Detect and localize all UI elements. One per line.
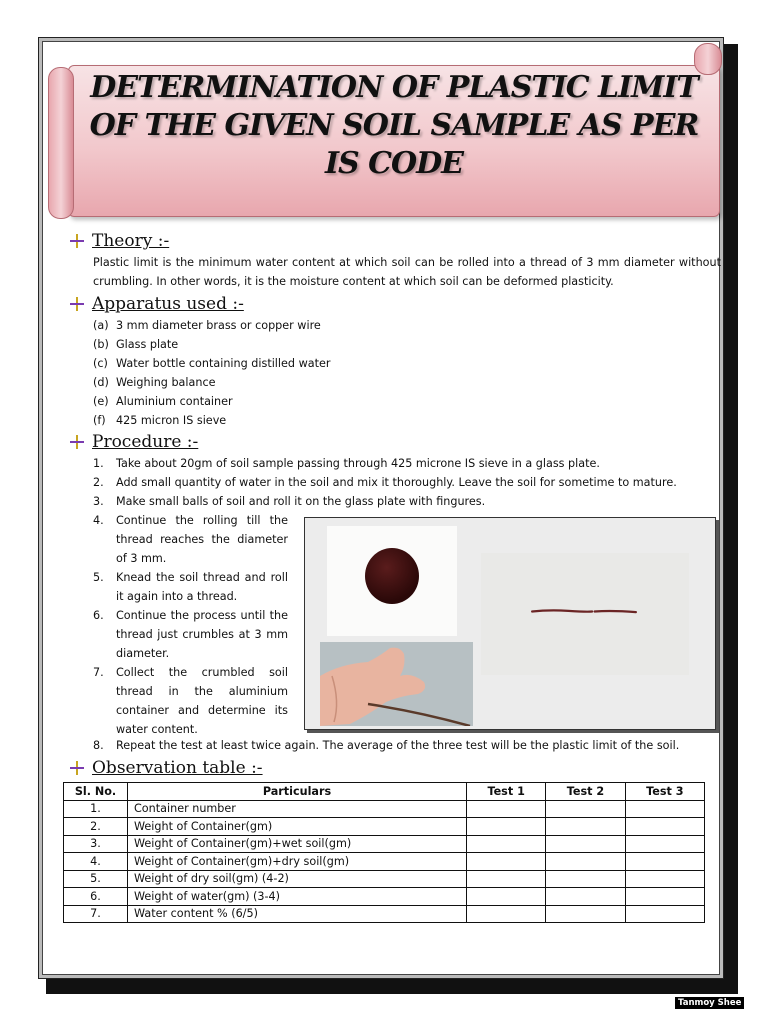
item-label: (a): [93, 319, 109, 332]
author-tag: Tanmoy Shee: [675, 997, 744, 1009]
item-text: Aluminium container: [116, 395, 233, 408]
column-header: Test 3: [625, 783, 704, 801]
item-label: (b): [93, 338, 109, 351]
title-banner: [48, 43, 722, 223]
table-row: [64, 905, 705, 923]
item-label: (d): [93, 376, 109, 389]
procedure-photos: [304, 517, 716, 730]
column-header: Particulars: [128, 783, 467, 801]
row-number: 1.: [64, 800, 128, 818]
row-number: 3.: [64, 835, 128, 853]
test-cell: [546, 835, 625, 853]
procedure-steps-middle: [93, 511, 288, 739]
step-number: 6.: [93, 609, 104, 622]
row-number: 6.: [64, 888, 128, 906]
item-label: (e): [93, 395, 109, 408]
soil-thread: [499, 609, 669, 614]
soil-ball: [365, 548, 419, 604]
star-bullet-icon: [70, 435, 84, 449]
item-text: Glass plate: [116, 338, 179, 351]
test-cell: [467, 870, 546, 888]
table-row: [64, 818, 705, 836]
test-cell: [625, 818, 704, 836]
step-text: Knead the soil thread and roll it again into a thread.: [116, 571, 288, 603]
procedure-step: [93, 492, 721, 511]
hand-rolling-photo: [320, 642, 473, 726]
item-label: (c): [93, 357, 108, 370]
apparatus-section-heading: [70, 294, 244, 314]
observation-table: [63, 782, 705, 923]
procedure-step: [93, 663, 288, 739]
star-bullet-icon: [70, 234, 84, 248]
test-cell: [467, 835, 546, 853]
test-cell: [467, 818, 546, 836]
row-particular: Weight of Container(gm): [128, 818, 467, 836]
column-header: Test 1: [467, 783, 546, 801]
test-cell: [546, 818, 625, 836]
observation-section-heading: [70, 758, 263, 778]
row-number: 5.: [64, 870, 128, 888]
apparatus-list: [93, 316, 330, 430]
step-text: Take about 20gm of soil sample passing through 425 microne IS sieve in a glass plate.: [116, 457, 600, 470]
table-header-row: [64, 783, 705, 801]
table-row: [64, 888, 705, 906]
hand-image: [320, 642, 473, 726]
star-bullet-icon: [70, 297, 84, 311]
list-item: [93, 354, 330, 373]
scroll-curl-left: [48, 67, 74, 219]
list-item: [93, 335, 330, 354]
step-text: Continue the rolling till the thread reaches the diameter of 3 mm.: [116, 514, 288, 565]
table-row: [64, 800, 705, 818]
row-particular: Weight of water(gm) (3-4): [128, 888, 467, 906]
procedure-steps-bottom: [93, 736, 721, 755]
procedure-step: [93, 736, 721, 755]
step-number: 7.: [93, 666, 104, 679]
test-cell: [625, 905, 704, 923]
list-item: [93, 411, 330, 430]
test-cell: [546, 905, 625, 923]
soil-ball-photo: [327, 526, 457, 636]
row-number: 2.: [64, 818, 128, 836]
row-particular: Weight of dry soil(gm) (4-2): [128, 870, 467, 888]
table-row: [64, 853, 705, 871]
item-text: 425 micron IS sieve: [116, 414, 227, 427]
step-text: Make small balls of soil and roll it on the glass plate with fingures.: [116, 495, 486, 508]
test-cell: [625, 800, 704, 818]
procedure-step: [93, 606, 288, 663]
test-cell: [467, 800, 546, 818]
apparatus-heading: Apparatus used :-: [92, 294, 244, 314]
test-cell: [625, 870, 704, 888]
column-header: Test 2: [546, 783, 625, 801]
step-text: Repeat the test at least twice again. The average of the three test will be the plastic limit of the soil.: [116, 739, 680, 752]
table-row: [64, 835, 705, 853]
test-cell: [546, 853, 625, 871]
procedure-step: [93, 511, 288, 568]
row-particular: Weight of Container(gm)+dry soil(gm): [128, 853, 467, 871]
test-cell: [467, 888, 546, 906]
theory-heading: Theory :-: [92, 231, 170, 251]
procedure-heading: Procedure :-: [92, 432, 199, 452]
soil-thread-photo: [481, 553, 689, 675]
list-item: [93, 392, 330, 411]
test-cell: [546, 870, 625, 888]
row-particular: Weight of Container(gm)+wet soil(gm): [128, 835, 467, 853]
step-number: 3.: [93, 495, 104, 508]
step-text: Continue the process until the thread just crumbles at 3 mm diameter.: [116, 609, 288, 660]
step-text: Add small quantity of water in the soil and mix it thoroughly. Leave the soil for sometime to mature.: [116, 476, 677, 489]
star-bullet-icon: [70, 761, 84, 775]
item-label: (f): [93, 414, 106, 427]
procedure-step: [93, 473, 721, 492]
procedure-section-heading: [70, 432, 198, 452]
step-number: 2.: [93, 476, 104, 489]
procedure-step: [93, 568, 288, 606]
test-cell: [467, 905, 546, 923]
procedure-step: [93, 454, 721, 473]
table-row: [64, 870, 705, 888]
page-title: DETERMINATION OF PLASTIC LIMIT OF THE GIVEN SOIL SAMPLE AS PER IS CODE: [89, 70, 699, 181]
procedure-steps-top: [93, 454, 721, 511]
row-number: 7.: [64, 905, 128, 923]
item-text: Water bottle containing distilled water: [116, 357, 331, 370]
test-cell: [625, 888, 704, 906]
list-item: [93, 316, 330, 335]
step-number: 1.: [93, 457, 104, 470]
test-cell: [467, 853, 546, 871]
row-particular: Water content % (6/5): [128, 905, 467, 923]
list-item: [93, 373, 330, 392]
observation-heading: Observation table :-: [92, 758, 263, 778]
test-cell: [546, 800, 625, 818]
step-number: 4.: [93, 514, 104, 527]
test-cell: [625, 835, 704, 853]
test-cell: [625, 853, 704, 871]
item-text: Weighing balance: [116, 376, 216, 389]
theory-section-heading: [70, 231, 169, 251]
column-header: Sl. No.: [64, 783, 128, 801]
item-text: 3 mm diameter brass or copper wire: [116, 319, 321, 332]
theory-text: Plastic limit is the minimum water content at which soil can be rolled into a thread of 3 mm diameter without crumbling. In other words, it is the moisture content at which soil can be deformed plasticity.: [93, 256, 721, 288]
test-cell: [546, 888, 625, 906]
row-number: 4.: [64, 853, 128, 871]
step-number: 5.: [93, 571, 104, 584]
row-particular: Container number: [128, 800, 467, 818]
step-number: 8.: [93, 739, 104, 752]
step-text: Collect the crumbled soil thread in the aluminium container and determine its water content.: [116, 666, 288, 736]
